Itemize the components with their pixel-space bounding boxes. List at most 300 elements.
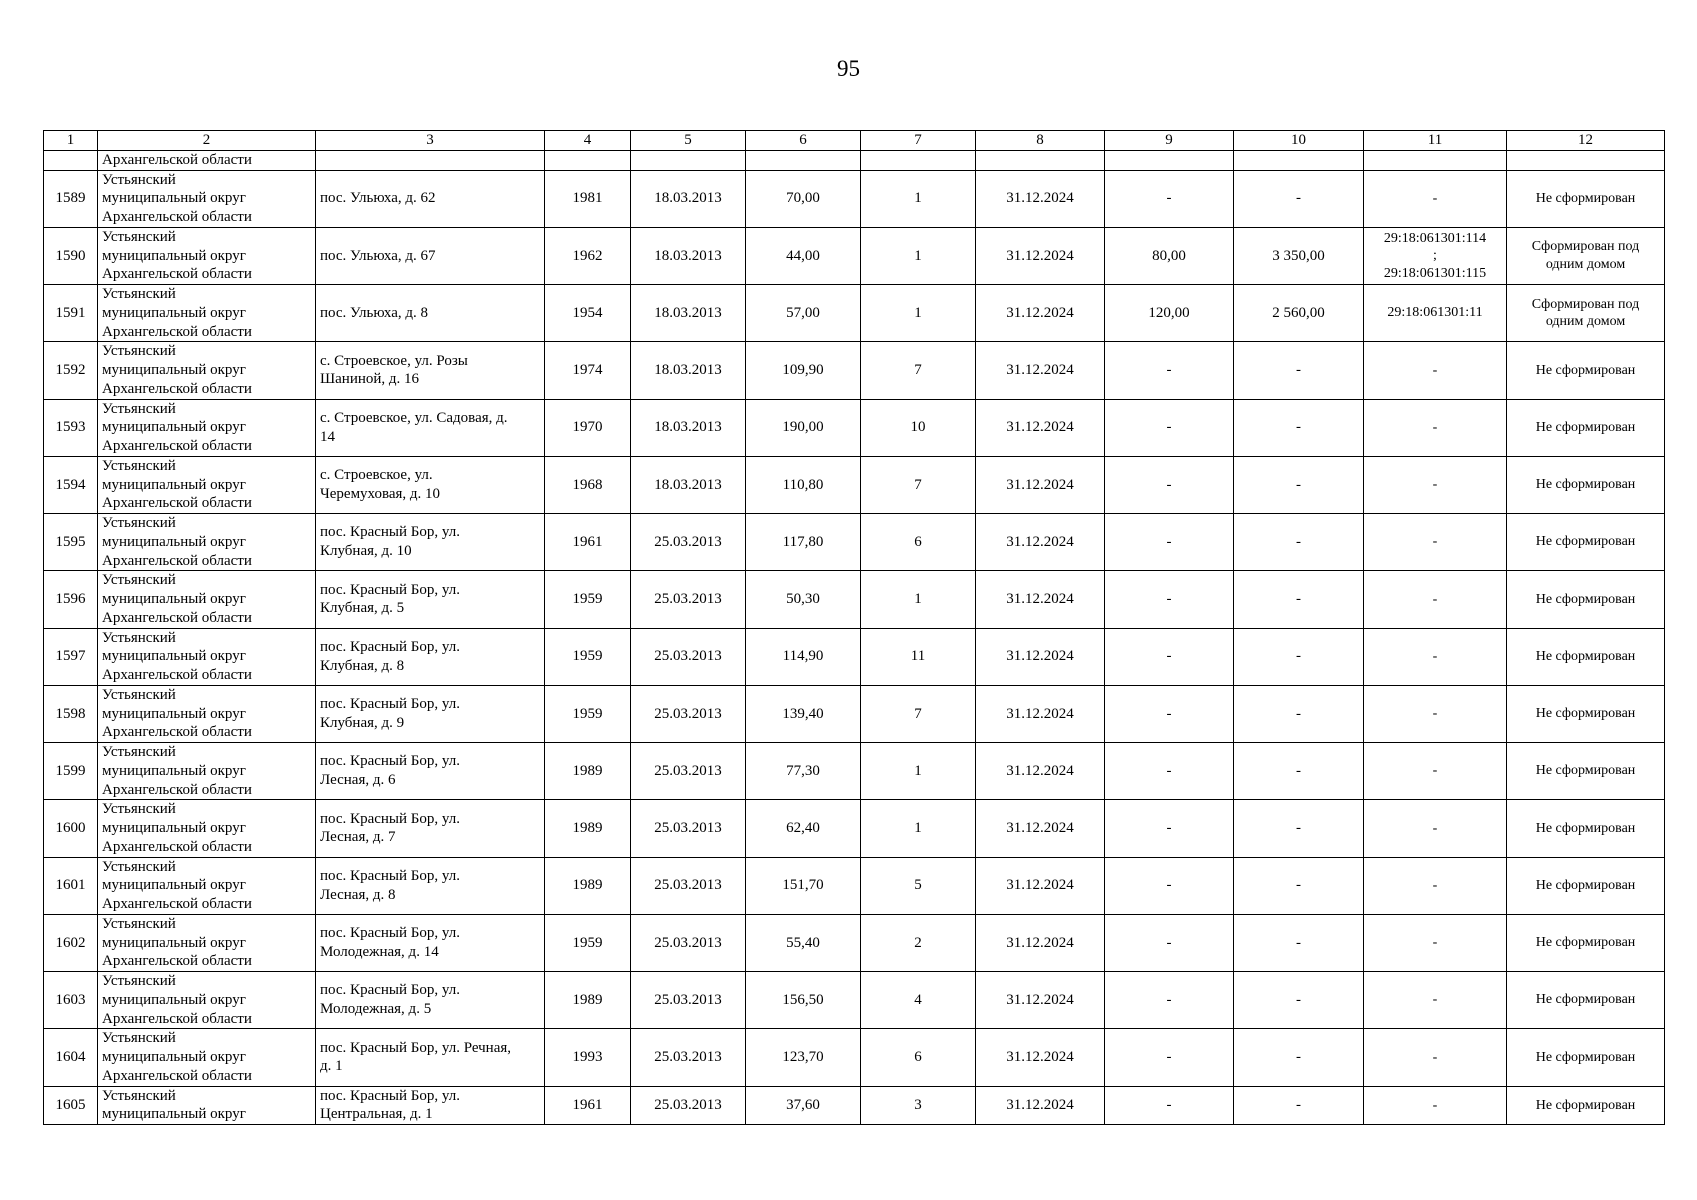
- deadline-cell: [976, 170, 1105, 227]
- municipality-cell-line: Архангельской области: [102, 838, 252, 855]
- year-cell-text: 1954: [572, 304, 603, 321]
- area-cell-text: 62,40: [786, 820, 820, 836]
- col9-cell: [1105, 1029, 1234, 1086]
- cadastral-cell-line: -: [1432, 190, 1438, 206]
- area-cell-text: 156,50: [782, 991, 824, 1008]
- count-cell-text: 2: [914, 934, 922, 951]
- col9-cell-text: -: [1166, 762, 1172, 779]
- table-cell: [976, 150, 1105, 170]
- col9-cell: [1105, 342, 1234, 399]
- year-cell-text: 1959: [572, 648, 603, 665]
- cadastral-cell-line: -: [1432, 820, 1438, 836]
- column-header: 12: [1507, 131, 1665, 151]
- col10-cell-text: -: [1296, 533, 1301, 550]
- address-cell-line: 14: [320, 428, 335, 445]
- status-cell-line: Не сформирован: [1535, 706, 1636, 722]
- year-cell: [545, 170, 631, 227]
- count-cell: [861, 170, 976, 227]
- table-row: [44, 285, 1665, 342]
- count-cell: [861, 285, 976, 342]
- count-cell: [861, 914, 976, 971]
- address-cell: [316, 972, 545, 1029]
- address-cell: [316, 1029, 545, 1086]
- table-row: [44, 628, 1665, 685]
- municipality-cell-line: муниципальный округ: [102, 591, 246, 607]
- deadline-cell: [976, 227, 1105, 284]
- col10-cell: [1234, 743, 1364, 800]
- col9-cell-text: -: [1166, 1096, 1172, 1113]
- status-cell-line: одним домом: [1545, 256, 1626, 272]
- row-number-cell-text: 1598: [55, 705, 86, 722]
- date-cell-text: 25.03.2013: [654, 820, 722, 836]
- col10-cell: [1234, 399, 1364, 456]
- col9-cell-text: -: [1166, 991, 1172, 1008]
- year-cell-text: 1959: [572, 934, 603, 951]
- year-cell-text: 1970: [572, 419, 603, 436]
- area-cell: [746, 571, 861, 628]
- row-number-cell: [44, 227, 98, 284]
- status-cell-line: Не сформирован: [1535, 477, 1636, 493]
- col10-cell: [1234, 571, 1364, 628]
- status-cell-line: Не сформирован: [1535, 591, 1636, 607]
- deadline-cell-text: 31.12.2024: [1006, 1049, 1074, 1065]
- cadastral-cell: [1364, 685, 1507, 742]
- cadastral-cell-line: -: [1432, 992, 1438, 1008]
- row-number-cell: [44, 571, 98, 628]
- column-header: 6: [746, 131, 861, 151]
- col9-cell: [1105, 285, 1234, 342]
- area-cell-text: 70,00: [786, 190, 820, 207]
- address-cell: [316, 285, 545, 342]
- status-cell: [1507, 628, 1665, 685]
- table-cell: [545, 150, 631, 170]
- col10-cell-text: 3 350,00: [1272, 247, 1325, 264]
- count-cell-text: 6: [914, 533, 922, 550]
- address-cell: [316, 571, 545, 628]
- table-row: [44, 456, 1665, 513]
- year-cell-text: 1962: [572, 247, 603, 264]
- count-cell: [861, 227, 976, 284]
- municipality-cell-line: Устьянский: [102, 1087, 176, 1104]
- status-cell: [1507, 342, 1665, 399]
- row-number-cell-text: 1595: [55, 533, 86, 550]
- column-header: 1: [44, 131, 98, 151]
- col9-cell-text: -: [1166, 648, 1172, 665]
- table-row: [44, 514, 1665, 571]
- row-number-cell-text: 1599: [55, 762, 86, 779]
- status-cell: [1507, 227, 1665, 284]
- year-cell-text: 1981: [572, 190, 603, 207]
- row-number-cell-text: 1601: [55, 877, 86, 894]
- col9-cell: [1105, 399, 1234, 456]
- address-cell-line: пос. Красный Бор, ул.: [320, 1087, 460, 1104]
- year-cell: [545, 857, 631, 914]
- address-cell-line: Лесная, д. 8: [320, 886, 396, 903]
- municipality-cell: [98, 571, 316, 628]
- address-cell: [316, 456, 545, 513]
- count-cell-text: 3: [914, 1096, 922, 1113]
- row-number-cell: [44, 628, 98, 685]
- date-cell: [631, 456, 746, 513]
- col9-cell-text: -: [1166, 419, 1172, 436]
- address-cell: [316, 170, 545, 227]
- area-cell: [746, 857, 861, 914]
- municipality-cell-line: муниципальный округ: [102, 476, 246, 493]
- address-cell-line: Лесная, д. 7: [320, 829, 396, 846]
- year-cell: [545, 227, 631, 284]
- deadline-cell-text: 31.12.2024: [1006, 476, 1074, 493]
- municipality-cell-line: муниципальный округ: [102, 820, 246, 836]
- deadline-cell-text: 31.12.2024: [1006, 1096, 1074, 1113]
- address-cell-line: Лесная, д. 6: [320, 772, 396, 789]
- municipality-cell-line: Устьянский: [102, 858, 176, 875]
- col10-cell-text: -: [1296, 705, 1301, 722]
- date-cell-text: 25.03.2013: [654, 705, 722, 722]
- col10-cell: [1234, 914, 1364, 971]
- row-number-cell: [44, 1029, 98, 1086]
- address-cell-line: пос. Красный Бор, ул.: [320, 925, 460, 942]
- deadline-cell-text: 31.12.2024: [1006, 877, 1074, 894]
- address-cell-line: Клубная, д. 9: [320, 714, 405, 731]
- address-cell-line: пос. Красный Бор, ул.: [320, 753, 460, 770]
- status-cell: [1507, 514, 1665, 571]
- cadastral-cell: [1364, 857, 1507, 914]
- column-header: 10: [1234, 131, 1364, 151]
- col10-cell: [1234, 628, 1364, 685]
- count-cell: [861, 456, 976, 513]
- cadastral-cell-line: -: [1432, 477, 1438, 493]
- cadastral-cell: [1364, 1086, 1507, 1125]
- municipality-cell-line: Архангельской области: [102, 266, 252, 283]
- count-cell-text: 11: [910, 648, 926, 665]
- year-cell: [545, 285, 631, 342]
- date-cell: [631, 399, 746, 456]
- cadastral-cell-line: -: [1432, 935, 1438, 951]
- table-row: [44, 914, 1665, 971]
- area-cell-text: 50,30: [786, 591, 820, 607]
- year-cell: [545, 1086, 631, 1125]
- status-cell-line: Не сформирован: [1535, 1097, 1636, 1113]
- year-cell: [545, 571, 631, 628]
- column-header: 9: [1105, 131, 1234, 151]
- area-cell: [746, 399, 861, 456]
- status-cell: [1507, 914, 1665, 971]
- municipality-cell-line: муниципальный округ: [102, 190, 246, 207]
- status-cell: [1507, 685, 1665, 742]
- col10-cell-text: -: [1296, 820, 1301, 836]
- address-cell: [316, 342, 545, 399]
- col10-cell-text: -: [1296, 991, 1301, 1008]
- column-header: 4: [545, 131, 631, 151]
- deadline-cell-text: 31.12.2024: [1006, 705, 1074, 722]
- status-cell-line: Не сформирован: [1535, 362, 1636, 378]
- status-cell: [1507, 743, 1665, 800]
- municipality-cell-line: Архангельской области: [102, 1067, 252, 1084]
- year-cell-text: 1959: [572, 705, 603, 722]
- municipality-cell-line: Архангельской области: [102, 896, 252, 912]
- row-number-cell: [44, 456, 98, 513]
- row-number-cell: [44, 743, 98, 800]
- date-cell: [631, 227, 746, 284]
- municipality-cell-line: Устьянский: [102, 572, 176, 589]
- municipality-cell-line: Устьянский: [102, 801, 176, 818]
- table-row: [44, 170, 1665, 227]
- status-cell: [1507, 285, 1665, 342]
- row-number-cell: [44, 514, 98, 571]
- status-cell-line: Не сформирован: [1535, 648, 1636, 664]
- municipality-cell-line: Архангельской области: [102, 781, 252, 798]
- table-cell: [746, 150, 861, 170]
- address-cell-line: Молодежная, д. 5: [320, 1001, 432, 1018]
- row-number-cell-text: 1604: [55, 1049, 86, 1065]
- col9-cell-text: -: [1166, 190, 1172, 207]
- municipality-cell-line: Архангельской области: [102, 667, 252, 683]
- address-cell-line: пос. Красный Бор, ул.: [320, 524, 460, 541]
- municipality-cell: [98, 227, 316, 284]
- col9-cell: [1105, 628, 1234, 685]
- date-cell-text: 18.03.2013: [654, 476, 722, 493]
- col10-cell: [1234, 514, 1364, 571]
- col9-cell: [1105, 514, 1234, 571]
- year-cell: [545, 685, 631, 742]
- table-row: [44, 1086, 1665, 1125]
- cadastral-cell-line: -: [1432, 534, 1438, 550]
- col10-cell-text: -: [1296, 648, 1301, 665]
- count-cell: [861, 399, 976, 456]
- deadline-cell: [976, 285, 1105, 342]
- municipality-cell: [98, 628, 316, 685]
- table-row: [44, 227, 1665, 284]
- deadline-cell: [976, 342, 1105, 399]
- row-number-cell-text: 1602: [55, 934, 86, 951]
- year-cell-text: 1989: [572, 762, 603, 779]
- area-cell: [746, 227, 861, 284]
- area-cell: [746, 685, 861, 742]
- count-cell: [861, 743, 976, 800]
- status-cell: [1507, 972, 1665, 1029]
- cadastral-cell: [1364, 628, 1507, 685]
- year-cell: [545, 628, 631, 685]
- year-cell-text: 1961: [572, 533, 603, 550]
- deadline-cell-text: 31.12.2024: [1006, 304, 1074, 321]
- cadastral-cell-line: ;: [1433, 248, 1437, 264]
- date-cell: [631, 857, 746, 914]
- year-cell: [545, 800, 631, 857]
- cadastral-cell: [1364, 227, 1507, 284]
- deadline-cell: [976, 571, 1105, 628]
- count-cell: [861, 514, 976, 571]
- deadline-cell: [976, 857, 1105, 914]
- area-cell: [746, 628, 861, 685]
- count-cell: [861, 1086, 976, 1125]
- municipality-cell-line: муниципальный округ: [102, 991, 246, 1008]
- table-cell: [861, 150, 976, 170]
- date-cell: [631, 285, 746, 342]
- year-cell: [545, 342, 631, 399]
- year-cell: [545, 399, 631, 456]
- table-row: [44, 399, 1665, 456]
- cadastral-cell-line: -: [1432, 648, 1438, 664]
- table-row: [44, 743, 1665, 800]
- municipality-cell: [98, 456, 316, 513]
- area-cell-text: 55,40: [786, 934, 820, 951]
- col10-cell-text: -: [1296, 877, 1301, 894]
- municipality-cell-line: Устьянский: [102, 457, 176, 474]
- address-cell-line: пос. Ульюха, д. 8: [320, 304, 429, 321]
- count-cell-text: 1: [914, 190, 922, 207]
- deadline-cell: [976, 743, 1105, 800]
- registry-body: [44, 150, 1665, 1124]
- status-cell-line: Не сформирован: [1535, 820, 1636, 836]
- col10-cell: [1234, 1029, 1364, 1086]
- area-cell-text: 117,80: [782, 533, 824, 550]
- count-cell-text: 7: [914, 705, 922, 722]
- area-cell: [746, 170, 861, 227]
- municipality-cell-line: муниципальный округ: [102, 934, 246, 951]
- municipality-cell: [98, 342, 316, 399]
- page-number: 95: [837, 56, 860, 81]
- continuation-row: [44, 150, 1665, 170]
- address-cell-line: пос. Красный Бор, ул.: [320, 696, 460, 713]
- row-number-cell: [44, 285, 98, 342]
- deadline-cell-text: 31.12.2024: [1006, 533, 1074, 550]
- address-cell-line: Шаниной, д. 16: [320, 371, 420, 388]
- address-cell-line: с. Строевское, ул. Садовая, д.: [320, 409, 508, 426]
- column-header: 11: [1364, 131, 1507, 151]
- cadastral-cell: [1364, 972, 1507, 1029]
- col9-cell: [1105, 456, 1234, 513]
- year-cell: [545, 743, 631, 800]
- column-header: 7: [861, 131, 976, 151]
- count-cell: [861, 342, 976, 399]
- row-number-cell: [44, 399, 98, 456]
- year-cell-text: 1989: [572, 991, 603, 1008]
- deadline-cell-text: 31.12.2024: [1006, 820, 1074, 836]
- count-cell-text: 1: [914, 762, 922, 779]
- col9-cell: [1105, 1086, 1234, 1125]
- count-cell-text: 1: [914, 820, 922, 836]
- address-cell-line: с. Строевское, ул.: [320, 467, 433, 484]
- municipality-cell-line: Архангельской области: [102, 495, 252, 512]
- cadastral-cell: [1364, 399, 1507, 456]
- address-cell-line: Центральная, д. 1: [320, 1106, 433, 1123]
- count-cell-text: 6: [914, 1049, 922, 1065]
- date-cell: [631, 514, 746, 571]
- col9-cell: [1105, 914, 1234, 971]
- municipality-cell: [98, 1086, 316, 1125]
- area-cell: [746, 1029, 861, 1086]
- deadline-cell-text: 31.12.2024: [1006, 419, 1074, 436]
- status-cell-line: Не сформирован: [1535, 190, 1636, 206]
- area-cell: [746, 972, 861, 1029]
- address-cell-line: д. 1: [320, 1058, 343, 1075]
- area-cell-text: 109,90: [782, 362, 824, 378]
- date-cell-text: 18.03.2013: [654, 247, 722, 264]
- municipality-cell-line: Архангельской области: [102, 953, 252, 970]
- date-cell: [631, 1086, 746, 1125]
- col10-cell: [1234, 972, 1364, 1029]
- year-cell: [545, 514, 631, 571]
- municipality-cell-line: Архангельской области: [102, 323, 252, 340]
- address-cell-line: пос. Красный Бор, ул.: [320, 982, 460, 999]
- date-cell-text: 18.03.2013: [654, 419, 722, 436]
- col10-cell: [1234, 857, 1364, 914]
- table-row: [44, 342, 1665, 399]
- col9-cell: [1105, 857, 1234, 914]
- date-cell-text: 25.03.2013: [654, 533, 722, 550]
- col10-cell-text: -: [1296, 1096, 1301, 1113]
- area-cell-text: 77,30: [786, 762, 820, 779]
- cadastral-cell-line: 29:18:061301:11: [1387, 305, 1483, 321]
- address-cell-line: пос. Красный Бор, ул. Речная,: [320, 1039, 512, 1056]
- address-cell-line: пос. Ульюха, д. 67: [320, 247, 436, 264]
- col10-cell: [1234, 1086, 1364, 1125]
- row-number-cell-text: 1593: [55, 419, 86, 436]
- date-cell-text: 25.03.2013: [654, 991, 722, 1008]
- address-cell-line: пос. Ульюха, д. 62: [320, 190, 436, 207]
- col9-cell: [1105, 800, 1234, 857]
- address-cell: [316, 1086, 545, 1125]
- col9-cell: [1105, 743, 1234, 800]
- year-cell: [545, 1029, 631, 1086]
- col9-cell-text: -: [1166, 362, 1172, 378]
- date-cell: [631, 170, 746, 227]
- col9-cell-text: -: [1166, 1049, 1172, 1065]
- address-cell-line: с. Строевское, ул. Розы: [320, 352, 468, 369]
- municipality-cell-line: Архангельской области: [102, 380, 252, 397]
- col10-cell-text: -: [1296, 419, 1301, 436]
- col9-cell-text: 80,00: [1152, 247, 1186, 264]
- table-cell: [316, 150, 545, 170]
- area-cell: [746, 914, 861, 971]
- table-row: [44, 571, 1665, 628]
- col9-cell-text: -: [1166, 476, 1172, 493]
- col9-cell: [1105, 972, 1234, 1029]
- year-cell-text: 1968: [572, 476, 603, 493]
- date-cell-text: 25.03.2013: [654, 1096, 722, 1113]
- municipality-cell-line: муниципальный округ: [102, 762, 246, 779]
- address-cell-line: Черемуховая, д. 10: [320, 485, 441, 502]
- municipality-cell: [98, 972, 316, 1029]
- area-cell-text: 57,00: [786, 304, 820, 321]
- status-cell: [1507, 1086, 1665, 1125]
- col10-cell: [1234, 800, 1364, 857]
- date-cell-text: 25.03.2013: [654, 1049, 722, 1065]
- row-number-cell: [44, 1086, 98, 1125]
- status-cell: [1507, 1029, 1665, 1086]
- status-cell-line: одним домом: [1545, 314, 1626, 330]
- col9-cell-text: -: [1166, 934, 1172, 951]
- address-cell: [316, 743, 545, 800]
- address-cell-line: Клубная, д. 5: [320, 600, 405, 617]
- municipality-cell-line: Устьянский: [102, 1030, 176, 1047]
- housing-registry-table: [43, 130, 1665, 1125]
- address-cell: [316, 399, 545, 456]
- col10-cell: [1234, 227, 1364, 284]
- cadastral-cell: [1364, 743, 1507, 800]
- date-cell-text: 18.03.2013: [654, 304, 722, 321]
- municipality-cell-line: муниципальный округ: [102, 419, 246, 436]
- date-cell: [631, 800, 746, 857]
- date-cell-text: 25.03.2013: [654, 762, 722, 779]
- cadastral-cell: [1364, 342, 1507, 399]
- area-cell-text: 44,00: [786, 247, 820, 264]
- municipality-cell-line: Устьянский: [102, 629, 176, 646]
- municipality-cell-line: Устьянский: [102, 171, 176, 188]
- year-cell-text: 1974: [572, 362, 603, 378]
- row-number-cell: [44, 685, 98, 742]
- municipality-cell: [98, 1029, 316, 1086]
